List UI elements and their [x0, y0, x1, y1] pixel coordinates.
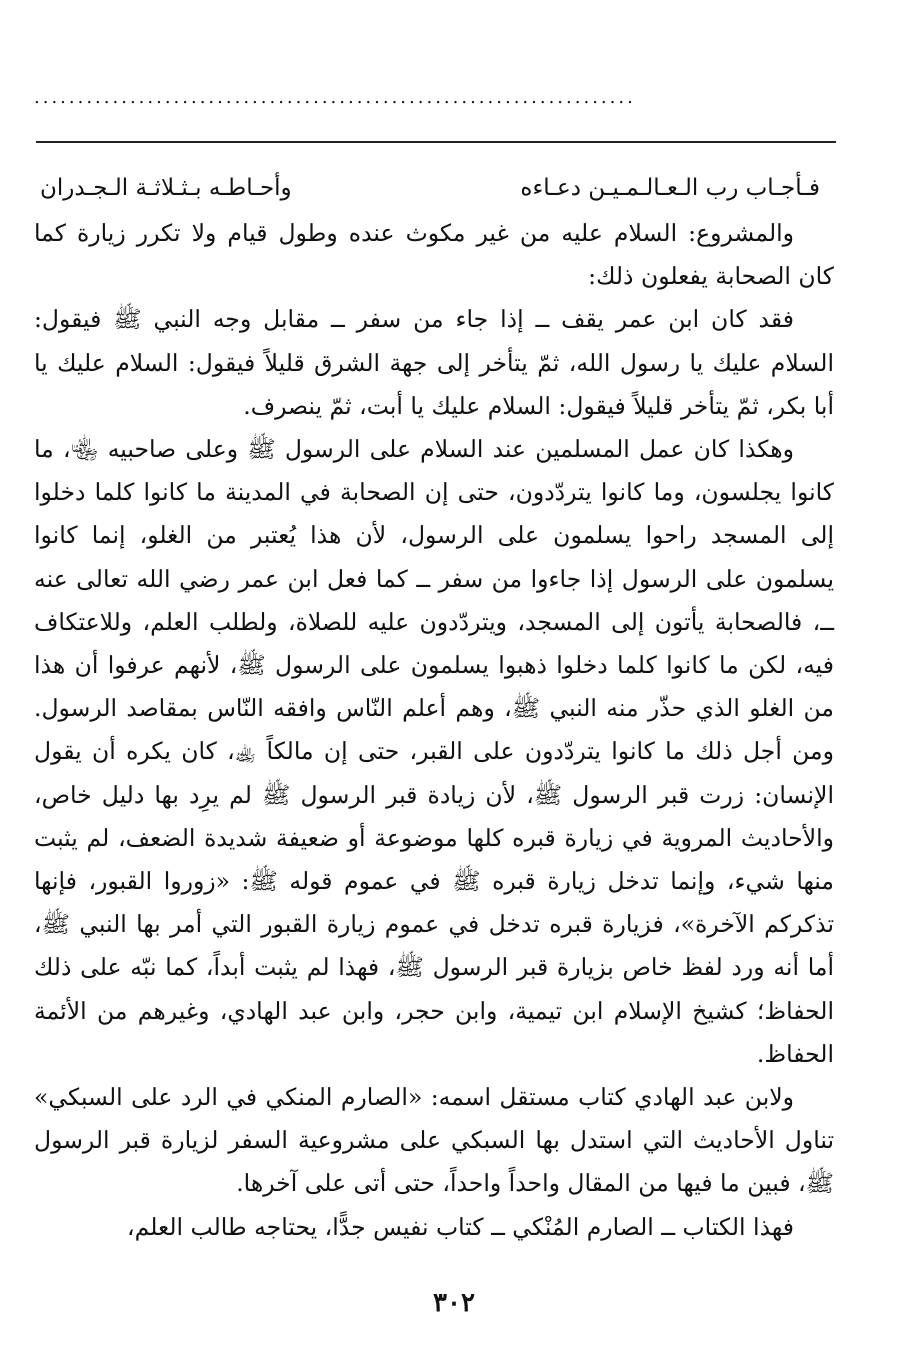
paragraph: فهذا الكتاب ــ الصارم المُنْكي ــ كتاب نفيس جدًّا، يحتاجه طالب العلم، — [127, 1212, 794, 1241]
paragraph: والمشروع: السلام عليه من غير مكوث عنده وطول قيام ولا تكرر زيارة كما كان الصحابة يفعلون ذلك: — [34, 219, 834, 291]
paragraph: فقد كان ابن عمر يقف ــ إذا جاء من سفر ــ مقابل وجه النبي ﷺ فيقول: السلام عليك يا رسول الله، ثمّ يتأخر إلى جهة الشرق قليلاً فيقول: السلام عليك يا أبا بكر، ثمّ يتأخر قليلاً فيقول: السلام عليك يا أبت، ثمّ ينصرف. — [34, 305, 834, 420]
paragraph: ولابن عبد الهادي كتاب مستقل اسمه: «الصارم المنكي في الرد على السبكي» تناول الأحاديث التي استدل بها السبكي على مشروعية السفر لزيارة قبر الرسول ﷺ، فبين ما فيها من المقال واحداً واحداً، حتى أتى على آخرها. — [34, 1083, 834, 1198]
verse-first-hemistich: فـأجـاب رب الـعـالـمـيـن دعـاءه — [520, 175, 820, 201]
verse-second-hemistich: وأحـاطـه بـثـلاثـة الـجـدران — [40, 175, 292, 201]
header-rule — [36, 141, 836, 143]
page-number: ٣٠٢ — [433, 1288, 475, 1318]
dotted-separator: ..................................................................... — [34, 88, 636, 108]
paragraph: وهكذا كان عمل المسلمين عند السلام على الرسول ﷺ وعلى صاحبيه ﵄، ما كانوا يجلسون، وما كانوا يتردّدون، حتى إن الصحابة في المدينة ما كانوا كلما دخلوا إلى المسجد راحوا يسلمون على الرسول، لأن هذا يُعتبر من الغلو، إنما كانوا يسلمون على الرسول إذا جاءوا من سفر ــ كما فعل ابن عمر رضي الله تعالى عنه ــ، فالصحابة يأتون إلى المسجد، ويتردّدون عليه للصلاة، ولطلب العلم، وللاعتكاف فيه، لكن ما كانوا كلما دخلوا ذهبوا يسلمون على الرسول ﷺ، لأنهم عرفوا أن هذا من الغلو الذي حذّر منه النبي ﷺ، وهم أعلم النّاس وافقه النّاس بمقاصد الرسول. ومن أجل ذلك ما كانوا يتردّدون على القبر، حتى إن مالكاً ﵀، كان يكره أن يقول الإنسان: زرت قبر الرسول ﷺ، لأن زيادة قبر الرسول ﷺ لم يرِد بها دليل خاص، والأحاديث المروية في زيارة قبره كلها موضوعة أو ضعيفة شديدة الضعف، لم يثبت منها شيء، وإنما تدخل زيارة قبره ﷺ في عموم قوله ﷺ: «زوروا القبور، فإنها تذكركم الآخرة»، فزيارة قبره تدخل في عموم زيارة القبور التي أمر بها النبي ﷺ، أما أنه ورد لفظ خاص بزيارة قبر الرسول ﷺ، فهذا لم يثبت أبداً، كما نبّه على ذلك الحفاظ؛ كشيخ الإسلام ابن تيمية، وابن حجر، وابن عبد الهادي، وغيرهم من الأئمة الحفاظ. — [34, 435, 834, 1068]
body-text — [34, 212, 834, 1249]
poetry-verse — [40, 168, 820, 208]
